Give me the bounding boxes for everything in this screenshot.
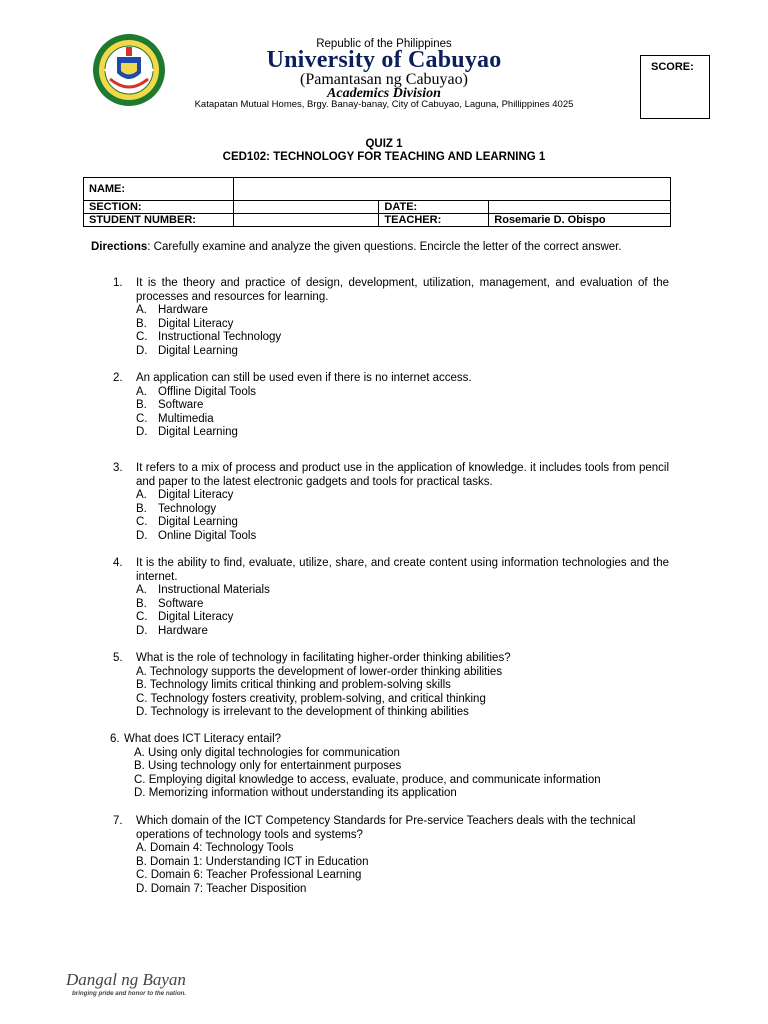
option-b[interactable]: B. Digital Literacy <box>136 318 234 330</box>
question-6 <box>110 733 673 803</box>
question-number: 7. <box>113 815 123 827</box>
question-text: An application can still be used even if there is no internet access. <box>136 372 472 384</box>
student-number-label: STUDENT NUMBER: <box>84 214 234 227</box>
option-d[interactable]: D. Memorizing information without understanding its application <box>134 787 457 799</box>
option-b[interactable]: B. Technology <box>136 503 217 515</box>
directions-text: : Carefully examine and analyze the given questions. Encircle the letter of the correct answer. <box>147 241 622 253</box>
option-b[interactable]: B. Software <box>136 399 204 411</box>
question-1 <box>113 277 673 367</box>
option-a[interactable]: A. Using only digital technologies for communication <box>134 747 400 759</box>
footer-brand: Dangal ng Bayan <box>66 970 186 989</box>
question-number: 3. <box>113 462 123 474</box>
question-text: Which domain of the ICT Competency Standards for Pre-service Teachers deals with the technical operations of technology tools and systems? <box>136 815 636 841</box>
option-c[interactable]: C. Multimedia <box>136 413 214 425</box>
question-number: 1. <box>113 277 123 289</box>
student-number-field[interactable] <box>233 214 379 227</box>
university-subtitle: (Pamantasan ng Cabuyao) <box>300 71 468 88</box>
option-c[interactable]: C. Digital Learning <box>136 516 238 528</box>
question-number: 5. <box>113 652 123 664</box>
quiz-title: QUIZ 1 <box>365 138 403 150</box>
teacher-label: TEACHER: <box>379 214 489 227</box>
option-d[interactable]: D. Digital Learning <box>136 426 238 438</box>
division-name: Academics Division <box>327 86 441 101</box>
option-b[interactable]: B. Using technology only for entertainment purposes <box>134 760 402 772</box>
question-text: What does ICT Literacy entail? <box>124 733 282 745</box>
date-field[interactable] <box>489 201 671 214</box>
option-c[interactable]: C. Technology fosters creativity, problem-solving, and critical thinking <box>136 693 486 705</box>
question-text: It refers to a mix of process and product use in the application of knowledge. it includes tools from pencil and paper to the latest electronic gadgets and tools for practical tasks. <box>136 462 669 488</box>
course-title: CED102: TECHNOLOGY FOR TEACHING AND LEARNING 1 <box>222 151 546 163</box>
name-label: NAME: <box>84 178 234 201</box>
option-d[interactable]: D. Domain 7: Teacher Disposition <box>136 883 307 895</box>
question-2 <box>113 372 673 442</box>
option-a[interactable]: A. Domain 4: Technology Tools <box>136 842 294 854</box>
section-label: SECTION: <box>84 201 234 214</box>
question-4 <box>113 557 673 641</box>
option-b[interactable]: B. Domain 1: Understanding ICT in Education <box>136 856 369 868</box>
teacher-value: Rosemarie D. Obispo <box>489 214 671 227</box>
option-d[interactable]: D. Online Digital Tools <box>136 530 257 542</box>
option-c[interactable]: C. Instructional Technology <box>136 331 282 343</box>
directions-label: Directions <box>91 241 148 253</box>
republic-heading: Republic of the Philippines <box>316 38 452 50</box>
option-d[interactable]: D. Digital Learning <box>136 345 238 357</box>
section-field[interactable] <box>233 201 379 214</box>
option-a[interactable]: A. Technology supports the development of lower-order thinking abilities <box>136 666 503 678</box>
question-5 <box>113 652 673 722</box>
university-address: Katapatan Mutual Homes, Brgy. Banay-banay, City of Cabuyao, Laguna, Phillippines 4025 <box>194 99 574 110</box>
question-number: 6. <box>110 733 120 745</box>
option-d[interactable]: D. Hardware <box>136 625 208 637</box>
question-3 <box>113 462 673 546</box>
footer-tagline: bringing pride and honor to the nation. <box>72 990 187 997</box>
directions <box>91 241 622 253</box>
question-text: What is the role of technology in facilitating higher-order thinking abilities? <box>136 652 511 664</box>
question-text: It is the theory and practice of design, development, utilization, management, and evaluation of the processes and resources for learning. <box>136 277 669 303</box>
university-name: University of Cabuyao <box>266 47 502 73</box>
option-d[interactable]: D. Technology is irrelevant to the development of thinking abilities <box>136 706 469 718</box>
option-c[interactable]: C. Employing digital knowledge to access, evaluate, produce, and communicate information <box>134 774 601 786</box>
name-field[interactable] <box>233 178 670 201</box>
option-c[interactable]: C. Digital Literacy <box>136 611 234 623</box>
option-a[interactable]: A. Digital Literacy <box>136 489 234 501</box>
option-b[interactable]: B. Software <box>136 598 204 610</box>
option-a[interactable]: A. Hardware <box>136 304 208 316</box>
score-label: SCORE: <box>651 61 694 73</box>
question-text: It is the ability to find, evaluate, utilize, share, and create content using information technologies and the internet. <box>136 557 669 583</box>
dangal-ng-bayan-logo <box>64 968 204 1000</box>
question-7 <box>113 815 673 899</box>
option-c[interactable]: C. Domain 6: Teacher Professional Learning <box>136 869 362 881</box>
date-label: DATE: <box>379 201 489 214</box>
student-info-table <box>83 177 671 227</box>
question-number: 2. <box>113 372 123 384</box>
option-a[interactable]: A. Offline Digital Tools <box>136 386 257 398</box>
option-a[interactable]: A. Instructional Materials <box>136 584 270 596</box>
question-number: 4. <box>113 557 123 569</box>
option-b[interactable]: B. Technology limits critical thinking and problem-solving skills <box>136 679 451 691</box>
